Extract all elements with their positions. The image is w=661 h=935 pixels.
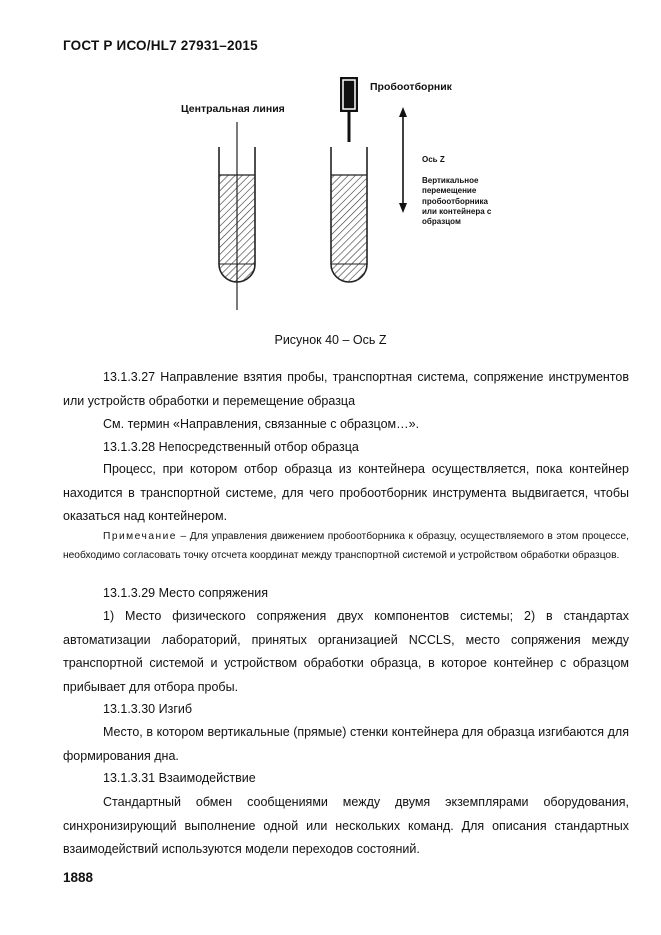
definition-13-1-3-29: 1) Место физического сопряжения двух компонентов системы; 2) в стандартах автоматизации лабораторий, принятых организацией NCCLS, место сопряжения между транспортной системой и устройством обработки образца, в которое контейнер с образцом прибывает для отбора пробы. (63, 609, 629, 694)
see-also: См. термин «Направления, связанные с образцом…». (103, 417, 420, 431)
page-number: 1888 (63, 870, 94, 885)
term-13-1-3-29: 13.1.3.29 Место сопряжения (103, 586, 269, 600)
figure-caption: Рисунок 40 – Ось Z (274, 333, 387, 347)
term-13-1-3-30: 13.1.3.30 Изгиб (103, 702, 193, 716)
axis-label: Ось Z (422, 155, 445, 164)
note (63, 527, 629, 565)
definition-13-1-3-28: Процесс, при котором отбор образца из контейнера осуществляется, пока контейнер находится в транспортной системе, для чего пробоотборник инструмента выдвигается, чтобы оказаться над контейнером. (63, 462, 629, 523)
centerline-label: Центральная линия (181, 103, 285, 115)
document-header: ГОСТ Р ИСО/HL7 27931–2015 (63, 38, 258, 53)
probe-label: Пробоотборник (370, 81, 452, 93)
z-axis-diagram (0, 0, 661, 330)
axis-note: Вертикальное перемещение пробоотборника или контейнера с образцом (422, 176, 492, 227)
term-13-1-3-28: 13.1.3.28 Непосредственный отбор образца (103, 440, 359, 454)
note-text: – Для управления движением пробоотборника к образцу, осуществляемого в этом процессе, необходимо согласовать точку отсчета координат между транспортной системой и устройством обработки образцов. (63, 531, 629, 561)
right-tube (331, 147, 367, 282)
left-tube (219, 122, 255, 310)
note-label: Примечание (103, 531, 177, 542)
definition-13-1-3-31: Стандартный обмен сообщениями между двумя экземплярами оборудования, синхронизирующий выполнение одной или нескольких команд. Для описания стандартных взаимодействий используются модели переходов состояний. (63, 795, 629, 856)
term-13-1-3-27: 13.1.3.27 Направление взятия пробы, транспортная система, сопряжение инструментов или устройств обработки и перемещение образца (63, 370, 629, 408)
term-13-1-3-31: 13.1.3.31 Взаимодействие (103, 771, 256, 785)
figure-z-axis (0, 0, 661, 330)
definition-13-1-3-30: Место, в котором вертикальные (прямые) стенки контейнера для образца изгибаются для формирования дна. (63, 725, 629, 763)
z-axis-arrow (399, 107, 407, 213)
probe (340, 77, 358, 142)
